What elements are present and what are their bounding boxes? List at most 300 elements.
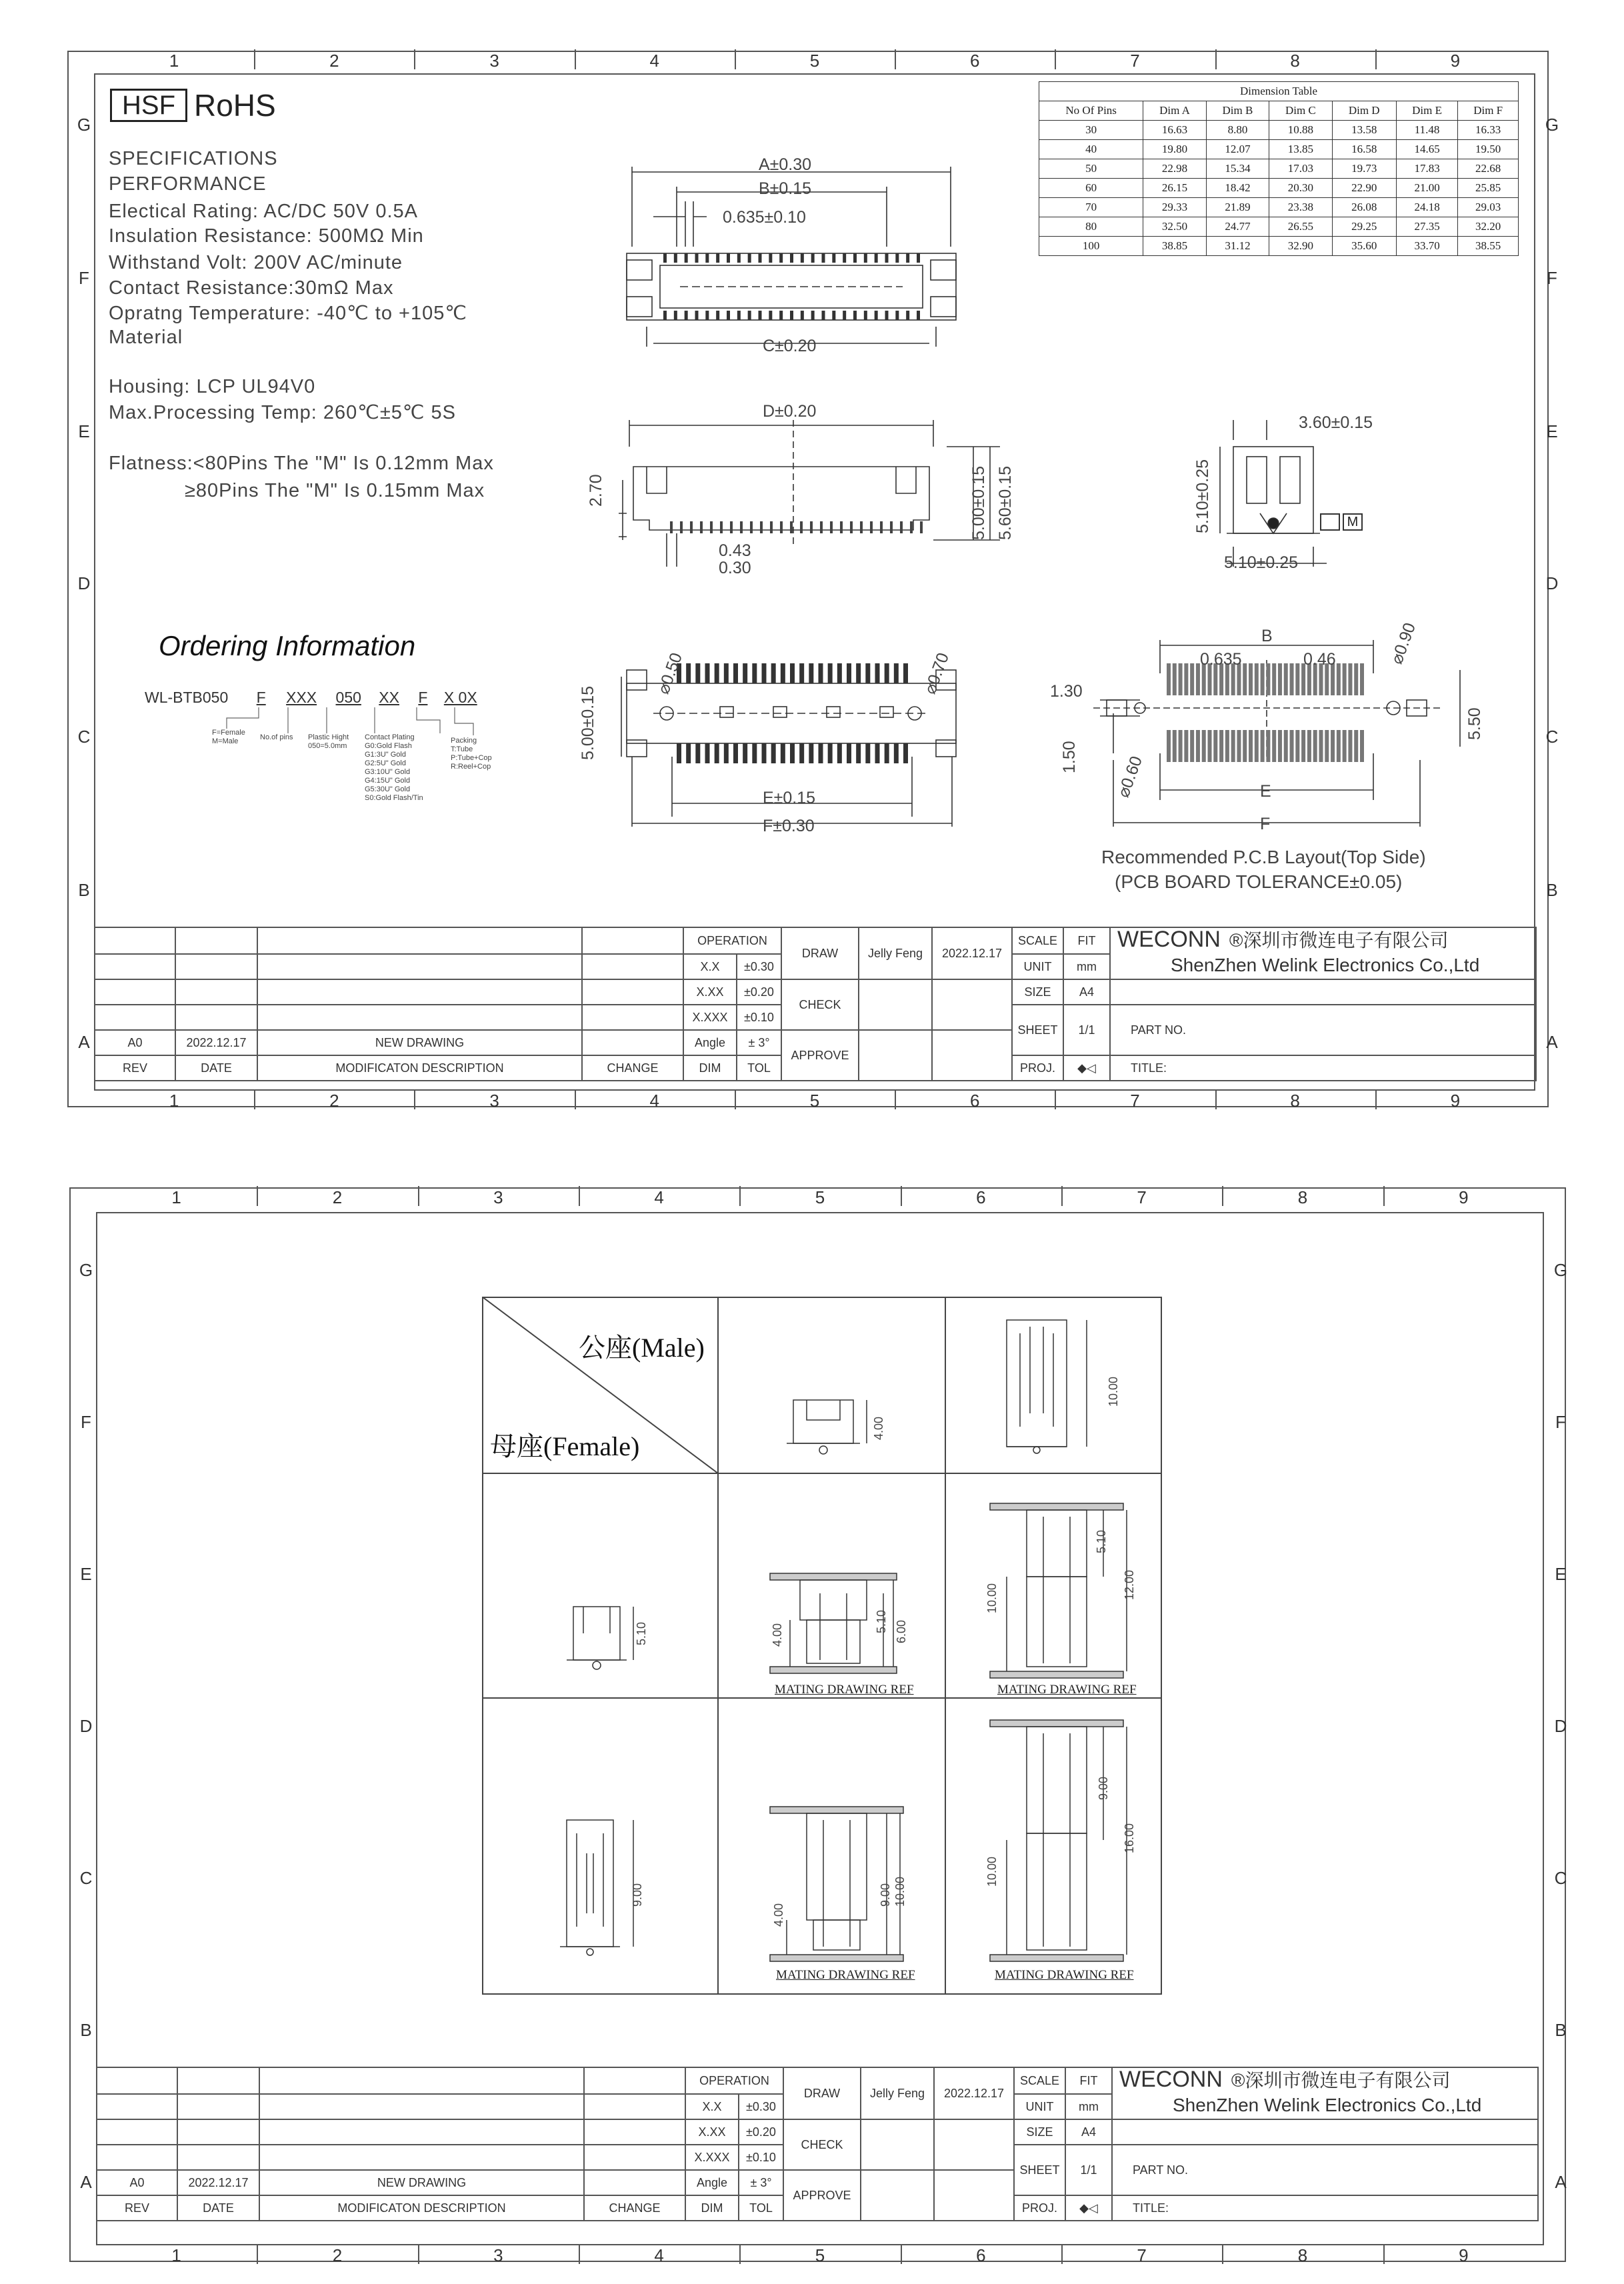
mating-ref-caption: MATING DRAWING REF	[995, 1968, 1134, 1982]
zone-column-label: 1	[171, 2245, 181, 2265]
zone-column-label: 6	[976, 2245, 986, 2265]
zone-tick	[1055, 1089, 1056, 1109]
change-header: CHANGE	[582, 1055, 683, 1081]
contact-pin	[1196, 730, 1200, 762]
contact-pin	[769, 311, 772, 320]
male-label: 公座(Male)	[579, 1333, 705, 1363]
contact-pin	[705, 311, 709, 320]
contact-pin	[895, 253, 899, 263]
tol-xx: X.X	[683, 954, 737, 979]
contact-pin	[1343, 663, 1347, 695]
proj-label: PROJ.	[1012, 1055, 1063, 1081]
contact-pin	[1237, 730, 1241, 762]
contact-pin	[895, 311, 899, 320]
zone-row-label: C	[1554, 1868, 1567, 1888]
zone-column-label: 8	[1297, 1187, 1308, 1207]
contact-pin	[674, 311, 677, 320]
change-header: CHANGE	[584, 2195, 685, 2221]
dimension-header: Dim E	[1396, 101, 1457, 121]
code-height: 050	[335, 689, 361, 706]
contact-pin	[864, 311, 867, 320]
dimension-cell: 100	[1039, 237, 1143, 256]
zone-tick	[254, 49, 255, 69]
draw-label: DRAW	[783, 2067, 861, 2119]
zone-tick	[254, 1089, 255, 1109]
dimension-cell: 29.03	[1458, 198, 1519, 217]
dimension-header: Dim F	[1458, 101, 1519, 121]
contact-pin	[720, 521, 723, 533]
dimension-header: Dim D	[1332, 101, 1396, 121]
ordering-title: Ordering Information	[159, 630, 416, 661]
zone-column-label: 3	[489, 1091, 499, 1111]
rev-desc: NEW DRAWING	[257, 1030, 582, 1055]
contact-pin	[790, 743, 795, 763]
dimension-cell: 19.50	[1458, 140, 1519, 159]
contact-pin	[1261, 663, 1265, 695]
contact-pin	[781, 743, 785, 763]
mating-ref-caption: MATING DRAWING REF	[776, 1968, 915, 1982]
title-block-table	[94, 927, 1537, 1081]
contact-pin	[850, 521, 853, 533]
dimension-cell: 24.77	[1206, 217, 1269, 237]
contact-pin	[1208, 730, 1212, 762]
contact-pin	[847, 743, 851, 763]
zone-row-label: A	[78, 1032, 90, 1052]
contact-pin	[710, 521, 713, 533]
desc-header: MODIFICATON DESCRIPTION	[257, 1055, 582, 1081]
dimension-cell: 21.89	[1206, 198, 1269, 217]
contact-pin	[733, 663, 738, 683]
rev-desc: NEW DRAWING	[259, 2170, 584, 2195]
dim-e: E±0.15	[763, 789, 816, 807]
spec-line: Contact Resistance:30mΩ Max	[109, 277, 394, 299]
part-no-label: PART NO.	[1112, 2145, 1538, 2195]
contact-pin	[752, 663, 757, 683]
female-label: 母座(Female)	[490, 1431, 640, 1461]
zone-row-label: D	[79, 1716, 93, 1736]
spec-line: Withstand Volt: 200V AC/minute	[109, 252, 403, 273]
tol-xxx-val: ±0.20	[739, 2119, 783, 2145]
female-height: 5.10	[635, 1621, 648, 1645]
approve-label: APPROVE	[783, 2170, 861, 2221]
contact-pin	[1331, 730, 1335, 762]
zone-column-label: 4	[649, 51, 659, 71]
contact-pin	[740, 521, 743, 533]
dim-030: 0.30	[719, 559, 751, 577]
zone-tick	[1215, 49, 1217, 69]
zone-tick	[1215, 1089, 1217, 1109]
zone-tick	[1222, 1186, 1223, 1206]
dim-500: 5.00±0.15	[969, 465, 988, 540]
contact-pin	[832, 311, 835, 320]
mating-2-dim: 10.00	[985, 1583, 999, 1613]
zone-tick	[895, 49, 896, 69]
zone-row-label: E	[80, 1564, 92, 1584]
contact-pin	[1348, 663, 1352, 695]
dim-560: 5.60±0.15	[996, 465, 1015, 540]
dimension-cell: 22.98	[1143, 159, 1206, 179]
tol-xxxx: X.XXX	[685, 2145, 739, 2170]
contact-pin	[760, 521, 763, 533]
zone-row-label: G	[1553, 1260, 1568, 1280]
sheet-value: 1/1	[1065, 2145, 1112, 2195]
contact-pin	[695, 663, 700, 683]
dimension-cell: 38.55	[1458, 237, 1519, 256]
contact-pin	[1190, 730, 1194, 762]
contact-pin	[811, 311, 815, 320]
zone-column-label: 8	[1297, 2245, 1308, 2265]
contact-pin	[1272, 663, 1276, 695]
contact-pin	[1266, 663, 1270, 695]
contact-pin	[685, 253, 688, 263]
contact-pin	[695, 253, 699, 263]
contact-pin	[677, 743, 681, 763]
contact-pin	[809, 663, 813, 683]
zone-tick	[739, 2244, 741, 2264]
contact-pin	[1202, 730, 1206, 762]
draw-label: DRAW	[781, 927, 859, 979]
dimension-cell: 13.58	[1332, 121, 1396, 140]
company-brand: WECONN	[1117, 927, 1221, 952]
dimension-cell: 26.55	[1269, 217, 1332, 237]
zone-tick	[414, 1089, 415, 1109]
unit-label: UNIT	[1014, 2094, 1065, 2119]
contact-pin	[716, 253, 719, 263]
contact-pin	[730, 521, 733, 533]
operation-label: OPERATION	[683, 927, 781, 954]
company-cn: ®深圳市微连电子有限公司	[1229, 930, 1449, 951]
dimension-row	[1039, 217, 1519, 237]
contact-pin	[663, 253, 667, 263]
dimension-header: Dim B	[1206, 101, 1269, 121]
zone-column-label: 4	[654, 1187, 664, 1207]
fit-label: FIT	[1063, 927, 1110, 954]
date-header: DATE	[175, 1055, 257, 1081]
flatness-symbol	[1320, 513, 1340, 531]
projection-icon: ◆◁	[1065, 2195, 1112, 2221]
contact-pin	[853, 311, 857, 320]
contact-pin	[674, 253, 677, 263]
note-pins: No.of pins	[260, 733, 293, 741]
dim-500-front: 5.00±0.15	[579, 685, 597, 760]
dimension-cell: 13.85	[1269, 140, 1332, 159]
mating-ref-caption: MATING DRAWING REF	[775, 1683, 914, 1697]
rev-date: 2022.12.17	[177, 2170, 259, 2195]
contact-pin	[770, 521, 773, 533]
contact-pin	[875, 253, 878, 263]
dimension-cell: 32.50	[1143, 217, 1206, 237]
mating-ref-caption: MATING DRAWING REF	[997, 1683, 1137, 1697]
dimension-row	[1039, 179, 1519, 198]
zone-row-label: G	[77, 115, 91, 135]
contact-pin	[769, 253, 772, 263]
contact-pin	[885, 663, 889, 683]
flatness-spec-2: ≥80Pins The "M" Is 0.15mm Max	[185, 480, 485, 501]
contact-pin	[771, 743, 776, 763]
contact-pin	[705, 253, 709, 263]
contact-pin	[1190, 663, 1194, 695]
contact-pin	[663, 311, 667, 320]
tol-header: TOL	[739, 2195, 783, 2221]
contact-pin	[700, 521, 703, 533]
contact-pin	[733, 743, 738, 763]
contact-pin	[903, 663, 908, 683]
dimension-cell: 31.12	[1206, 237, 1269, 256]
contact-pin	[801, 311, 804, 320]
contact-pin	[890, 521, 893, 533]
note-height: Plastic Hight 050=5.0mm	[308, 733, 349, 750]
contact-pin	[822, 253, 825, 263]
dimension-cell: 17.03	[1269, 159, 1332, 179]
zone-column-label: 9	[1450, 1091, 1461, 1111]
dimension-cell: 18.42	[1206, 179, 1269, 198]
contact-pin	[759, 253, 762, 263]
contact-pin	[1179, 730, 1183, 762]
contact-pin	[1360, 663, 1364, 695]
zone-tick	[575, 1089, 576, 1109]
contact-pin	[780, 521, 783, 533]
contact-pin	[894, 743, 899, 763]
zone-column-label: 9	[1459, 1187, 1469, 1207]
contact-pin	[822, 311, 825, 320]
zone-column-label: 4	[654, 2245, 664, 2265]
angle-label: Angle	[685, 2170, 739, 2195]
zone-row-label: C	[77, 727, 91, 747]
zone-column-label: 2	[329, 1091, 339, 1111]
processing-spec: Max.Processing Temp: 260℃±5℃ 5S	[109, 402, 456, 423]
dim-pitch: 0.635±0.10	[723, 208, 806, 227]
zone-row-label: A	[80, 2172, 92, 2192]
zone-tick	[1383, 2244, 1385, 2264]
contact-pin	[853, 253, 857, 263]
dimension-cell: 26.15	[1143, 179, 1206, 198]
contact-pin	[830, 521, 833, 533]
dimension-cell: 35.60	[1332, 237, 1396, 256]
zone-column-label: 9	[1459, 2245, 1469, 2265]
male-connector-section	[993, 1313, 1113, 1467]
zone-row-label: B	[1555, 2020, 1567, 2040]
contact-pin	[1266, 730, 1270, 762]
zone-row-label: F	[79, 268, 89, 288]
contact-pin	[705, 663, 710, 683]
contact-pin	[799, 663, 804, 683]
zone-column-label: 6	[976, 1187, 986, 1207]
contact-pin	[910, 521, 913, 533]
contact-pin	[860, 521, 863, 533]
contact-pin	[885, 253, 889, 263]
dimension-table-title: Dimension Table	[1039, 82, 1519, 101]
contact-pin	[1179, 663, 1183, 695]
contact-pin	[690, 521, 693, 533]
contact-pin	[865, 743, 870, 763]
male-connector-small	[780, 1387, 887, 1460]
draw-date: 2022.12.17	[932, 927, 1012, 979]
contact-pin	[801, 253, 804, 263]
dimension-cell: 21.00	[1396, 179, 1457, 198]
contact-pin	[1184, 663, 1188, 695]
contact-pin	[809, 743, 813, 763]
zone-column-label: 7	[1130, 1091, 1140, 1111]
contact-pin	[903, 743, 908, 763]
dimension-cell: 19.80	[1143, 140, 1206, 159]
dim-510-v: 5.10±0.25	[1193, 459, 1212, 533]
code-plating: XX	[379, 689, 399, 706]
dim-270: 2.70	[587, 474, 605, 507]
contact-pin	[885, 311, 889, 320]
dimension-cell: 24.18	[1396, 198, 1457, 217]
pcb-0635: 0.635	[1200, 650, 1242, 669]
contact-pin	[820, 521, 823, 533]
dimension-cell: 80	[1039, 217, 1143, 237]
contact-pin	[875, 743, 880, 763]
hsf-badge	[110, 89, 187, 122]
tol-xx-val: ±0.30	[739, 2094, 783, 2119]
zone-tick	[1055, 49, 1056, 69]
zone-row-label: G	[1545, 115, 1559, 135]
male-height-2: 10.00	[1107, 1376, 1120, 1407]
contact-pin	[828, 663, 833, 683]
zone-column-label: 3	[493, 2245, 503, 2265]
contact-pin	[906, 253, 909, 263]
contact-pin	[695, 311, 699, 320]
zone-tick	[1375, 1089, 1377, 1109]
note-gender: F=Female M=Male	[212, 729, 245, 745]
contact-pin	[856, 663, 861, 683]
zone-tick	[414, 49, 415, 69]
dimension-cell: 27.35	[1396, 217, 1457, 237]
contact-pin	[843, 253, 846, 263]
zone-row-label: F	[1547, 268, 1557, 288]
title-block-table	[96, 2067, 1539, 2221]
dimension-cell: 8.80	[1206, 121, 1269, 140]
zone-row-label: B	[78, 880, 90, 900]
dimension-cell: 32.90	[1269, 237, 1332, 256]
dimension-cell: 17.83	[1396, 159, 1457, 179]
zone-row-label: E	[1546, 421, 1558, 441]
zone-row-label: C	[79, 1868, 93, 1888]
scale-label: SCALE	[1014, 2067, 1065, 2094]
zone-tick	[1061, 2244, 1063, 2264]
contact-pin	[1278, 730, 1282, 762]
mating-2-dim: 5.10	[1095, 1529, 1108, 1553]
dimension-row	[1039, 237, 1519, 256]
dimension-row	[1039, 140, 1519, 159]
contact-pin	[686, 663, 691, 683]
zone-tick	[895, 1089, 896, 1109]
male-height: 4.00	[872, 1416, 885, 1440]
dimension-cell: 25.85	[1458, 179, 1519, 198]
contact-pin	[715, 663, 719, 683]
dimension-cell: 50	[1039, 159, 1143, 179]
angle-tol: ± 3°	[737, 1030, 781, 1055]
sheet-label: SHEET	[1012, 1005, 1063, 1055]
mating-2-dim: 12.00	[1123, 1569, 1136, 1600]
size-value: A4	[1065, 2119, 1112, 2145]
date-header: DATE	[177, 2195, 259, 2221]
zone-column-label: 9	[1450, 51, 1461, 71]
zone-tick	[257, 2244, 258, 2264]
angle-tol: ± 3°	[739, 2170, 783, 2195]
zone-tick	[418, 1186, 419, 1206]
zone-tick	[579, 1186, 580, 1206]
zone-column-label: 8	[1290, 1091, 1300, 1111]
pcb-caption: Recommended P.C.B Layout(Top Side)	[1101, 847, 1426, 867]
contact-pin	[885, 743, 889, 763]
contact-pin	[1167, 663, 1171, 695]
rev-value: A0	[97, 2170, 177, 2195]
contact-pin	[1360, 730, 1364, 762]
zone-row-label: A	[1546, 1032, 1558, 1052]
note-plating: Contact Plating G0:Gold Flash G1:3U" Gold G2:5U" Gold G3:10U" Gold G4:15U" Gold G5:30U" Gold S0:Gold Flash/Tin	[365, 733, 423, 802]
approve-label: APPROVE	[781, 1030, 859, 1081]
contact-pin	[800, 521, 803, 533]
zone-tick	[739, 1186, 741, 1206]
grid-line	[482, 1697, 1162, 1699]
dimension-cell: 33.70	[1396, 237, 1457, 256]
dim-510-h: 5.10±0.25	[1224, 553, 1299, 572]
fit-label: FIT	[1065, 2067, 1112, 2094]
contact-pin	[1213, 730, 1217, 762]
contact-pin	[1255, 663, 1259, 695]
company-en: ShenZhen Welink Electronics Co.,Ltd	[1173, 2095, 1482, 2115]
zone-tick	[901, 1186, 902, 1206]
dimension-cell: 20.30	[1269, 179, 1332, 198]
contact-pin	[724, 663, 729, 683]
contact-pin	[856, 743, 861, 763]
contact-pin	[686, 743, 691, 763]
dimension-header: Dim A	[1143, 101, 1206, 121]
tol-xxx: X.XX	[685, 2119, 739, 2145]
rev-value: A0	[95, 1030, 175, 1055]
tol-xxx: X.XX	[683, 979, 737, 1005]
housing-spec: Housing: LCP UL94V0	[109, 376, 316, 397]
check-label: CHECK	[781, 979, 859, 1030]
company-cell	[1112, 2067, 1538, 2119]
contact-pin	[810, 521, 813, 533]
dimension-cell: 23.38	[1269, 198, 1332, 217]
dim-360: 3.60±0.15	[1299, 413, 1373, 432]
dimension-cell: 19.73	[1332, 159, 1396, 179]
contact-pin	[779, 253, 783, 263]
zone-tick	[1375, 49, 1377, 69]
dim-d: D±0.20	[763, 402, 817, 421]
contact-pin	[748, 253, 751, 263]
mating-1-dim: 4.00	[771, 1623, 784, 1647]
dimension-cell: 29.33	[1143, 198, 1206, 217]
contact-pin	[1249, 663, 1253, 695]
contact-pin	[1231, 730, 1235, 762]
contact-pin	[1319, 730, 1323, 762]
contact-pin	[1219, 730, 1223, 762]
pcb-046: 0.46	[1303, 650, 1336, 669]
sheet-label: SHEET	[1014, 2145, 1065, 2195]
contact-pin	[875, 663, 880, 683]
contact-pin	[1348, 730, 1352, 762]
contact-pin	[906, 311, 909, 320]
pcb-e: E	[1260, 782, 1271, 801]
contact-pin	[1307, 730, 1311, 762]
contact-pin	[680, 521, 683, 533]
dim-c: C±0.20	[763, 337, 817, 355]
code-f: F	[418, 689, 428, 706]
contact-pin	[799, 743, 804, 763]
zone-tick	[901, 2244, 902, 2264]
zone-row-label: D	[1554, 1716, 1567, 1736]
dim-043: 0.43	[719, 541, 751, 560]
operation-label: OPERATION	[685, 2067, 783, 2094]
contact-pin	[727, 311, 730, 320]
contact-pin	[1184, 730, 1188, 762]
